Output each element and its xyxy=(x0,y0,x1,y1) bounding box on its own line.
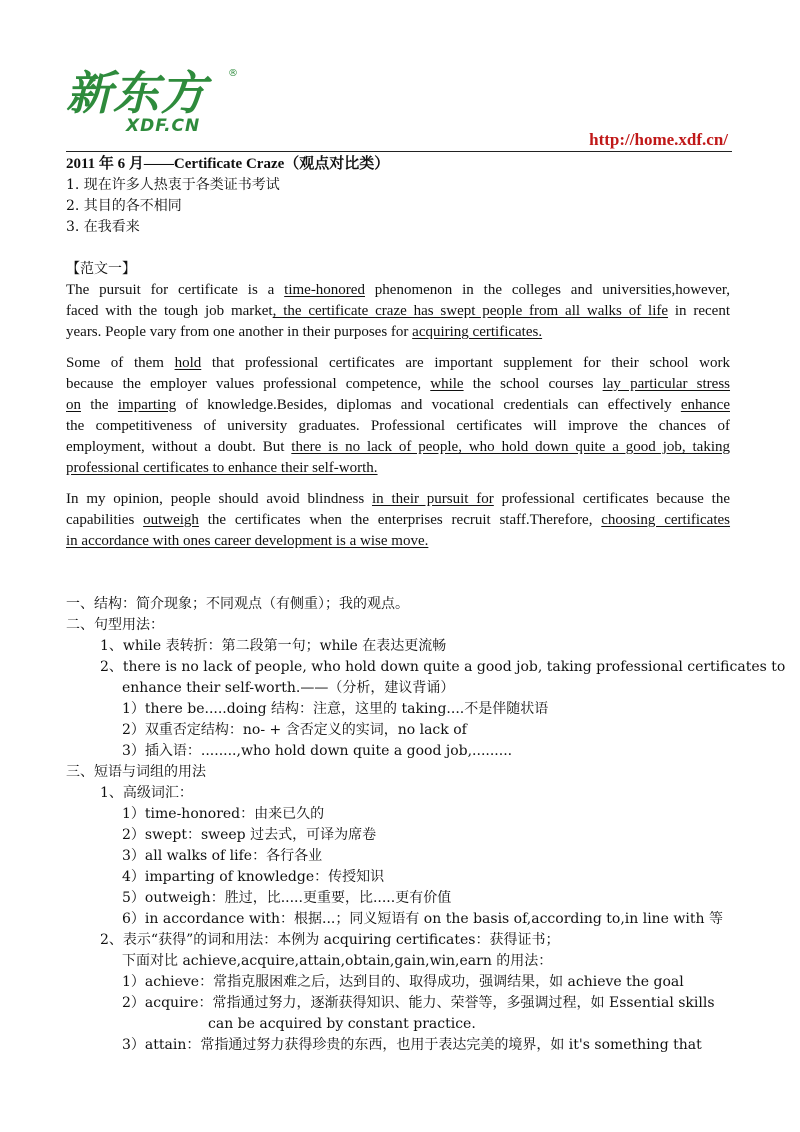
p2-line-3: on the imparting of knowledge.Besides, diplomas and vocational credentials can effectively enhance xyxy=(66,397,730,413)
note-obtain-compare: 下面对比 achieve,acquire,attain,obtain,gain,win,earn 的用法： xyxy=(122,953,553,969)
p1-line-1: The pursuit for certificate is a time-honored phenomenon in the colleges and universities,however, xyxy=(66,282,731,298)
logo-english-text: XDF.CN xyxy=(126,116,201,136)
p1-line-2: faced with the tough job market, the certificate craze has swept people from all walks of life in recent xyxy=(66,303,730,319)
note-vocab-heading: 1、高级词汇： xyxy=(100,785,193,801)
note-double-negative: 2）双重否定结构：no- + 含否定义的实词，no lack of xyxy=(122,722,467,738)
sample-label: 【范文一】 xyxy=(66,261,136,277)
p2-line-6: professional certificates to enhance their self-worth. xyxy=(66,460,378,476)
note-obtain-heading: 2、表示“获得”的词和用法：本例为 acquiring certificates：获得证书； xyxy=(100,932,560,948)
p3-line-2: capabilities outweigh the certificates when the enterprises recruit staff.Therefore, choosing certificates xyxy=(66,512,731,528)
p2-line-2: because the employer values professional competence, while the school courses lay particular stress xyxy=(66,376,731,392)
note-vocab-1: 1）time-honored：由来已久的 xyxy=(122,806,325,822)
note-sentence-heading: 二、句型用法： xyxy=(66,617,164,633)
note-vocab-2: 2）swept：sweep 过去式，可译为席卷 xyxy=(122,827,377,843)
note-attain: 3）attain：常指通过努力获得珍贵的东西，也用于表达完美的境界，如 it's something that xyxy=(122,1037,702,1053)
p3-line-3: in accordance with ones career development is a wise move. xyxy=(66,533,429,549)
p2-line-5: employment, without a doubt. But there is no lack of people, who hold down quite a good job, taking xyxy=(66,439,730,455)
note-acquire-cont: can be acquired by constant practice. xyxy=(208,1016,476,1032)
prompt-2: 2. 其目的各不相同 xyxy=(66,198,182,214)
p3-line-1: In my opinion, people should avoid blindness in their pursuit for professional certificates because the xyxy=(66,491,730,507)
note-phrases-heading: 三、短语与词组的用法 xyxy=(66,764,206,780)
header-url: http://home.xdf.cn/ xyxy=(589,130,728,149)
note-acquire: 2）acquire：常指通过努力，逐渐获得知识、能力、荣誉等，多强调过程，如 Essential skills xyxy=(122,995,715,1011)
note-while: 1、while 表转折：第二段第一句；while 在表达更流畅 xyxy=(100,638,447,654)
header-divider xyxy=(66,151,732,152)
note-achieve: 1）achieve：常指克服困难之后，达到目的、取得成功，强调结果，如 achieve the goal xyxy=(122,974,684,990)
document-title: 2011 年 6 月——Certificate Craze（观点对比类） xyxy=(66,156,390,172)
prompt-1: 1. 现在许多人热衷于各类证书考试 xyxy=(66,177,280,193)
note-no-lack: 2、there is no lack of people, who hold down quite a good job, taking professional certificates to xyxy=(100,659,786,675)
xdf-logo xyxy=(66,66,241,138)
note-vocab-3: 3）all walks of life：各行各业 xyxy=(122,848,323,864)
p2-line-4: the competitiveness of university graduates. Professional certificates will improve the chances of xyxy=(66,418,730,434)
prompt-3: 3. 在我看来 xyxy=(66,219,140,235)
note-no-lack-cont: enhance their self-worth.——（分析，建议背诵） xyxy=(122,680,455,696)
note-there-be: 1）there be.....doing 结构：注意，这里的 taking....不是伴随状语 xyxy=(122,701,549,717)
registered-mark: ® xyxy=(228,68,238,79)
note-vocab-5: 5）outweigh：胜过，比.....更重要，比.....更有价值 xyxy=(122,890,452,906)
note-structure: 一、结构：简介现象；不同观点（有侧重）；我的观点。 xyxy=(66,596,409,612)
note-vocab-6: 6）in accordance with：根据...；同义短语有 on the basis of,according to,in line with 等 xyxy=(122,911,723,927)
note-vocab-4: 4）imparting of knowledge：传授知识 xyxy=(122,869,385,885)
note-insertion: 3）插入语：........,who hold down quite a good job,......... xyxy=(122,743,513,759)
p2-line-1: Some of them hold that professional certificates are important supplement for their school work xyxy=(66,355,730,371)
logo-chinese-text: 新东方 xyxy=(66,66,207,120)
p1-line-3: years. People vary from one another in their purposes for acquiring certificates. xyxy=(66,324,543,340)
